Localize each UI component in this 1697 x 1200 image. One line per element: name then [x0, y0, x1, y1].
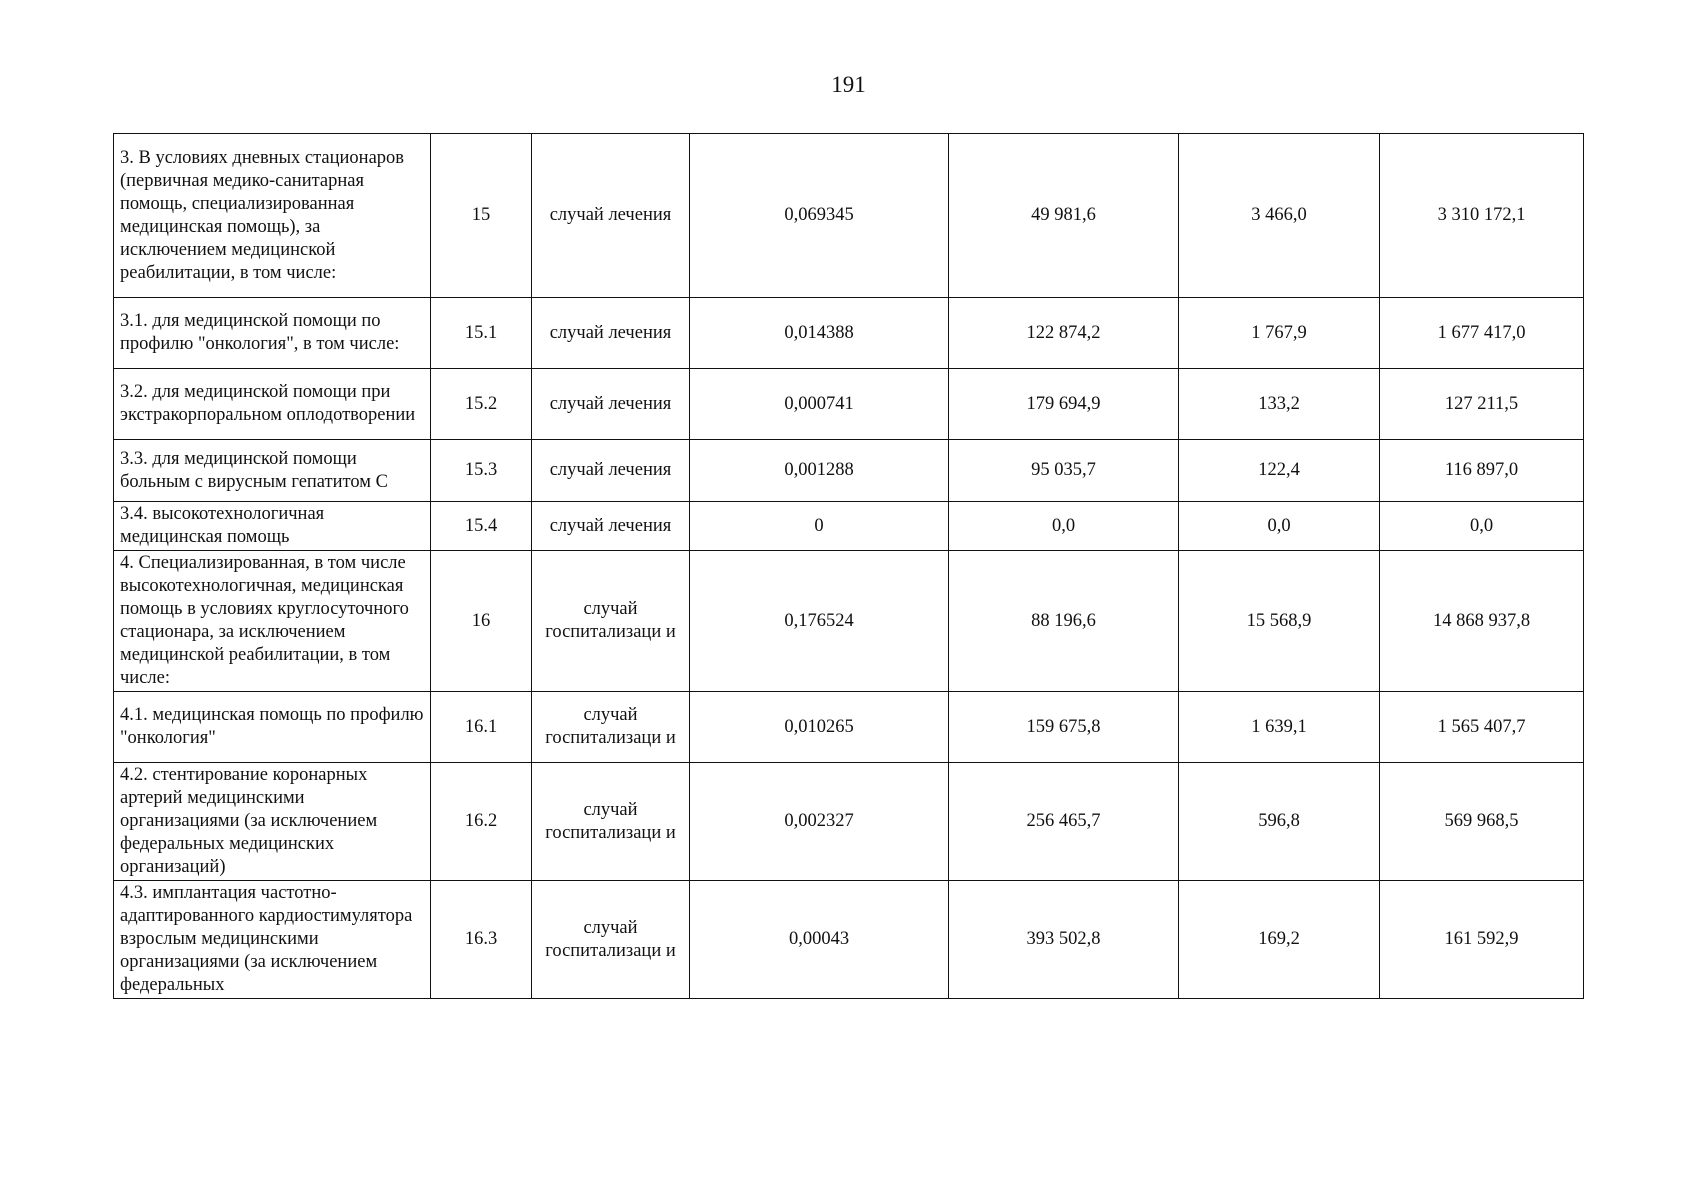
- row-norm-cell: 0,001288: [690, 440, 949, 502]
- row-total-cell: 127 211,5: [1380, 369, 1584, 440]
- row-norm-cell: 0,069345: [690, 134, 949, 298]
- row-name-cell: 4.1. медицинская помощь по профилю "онкология": [114, 692, 431, 763]
- row-total-cell: 3 310 172,1: [1380, 134, 1584, 298]
- row-per-capita-cell: 596,8: [1179, 763, 1380, 881]
- table-row: [114, 369, 1584, 440]
- row-per-capita-cell: 122,4: [1179, 440, 1380, 502]
- row-name-cell: 3.1. для медицинской помощи по профилю "онкология", в том числе:: [114, 298, 431, 369]
- row-number-cell: 16.2: [431, 763, 532, 881]
- row-number-cell: 15.2: [431, 369, 532, 440]
- row-cost-cell: 393 502,8: [949, 881, 1179, 999]
- row-per-capita-cell: 133,2: [1179, 369, 1380, 440]
- row-norm-cell: 0,014388: [690, 298, 949, 369]
- row-name-cell: 3. В условиях дневных стационаров (первичная медико-санитарная помощь, специализированная медицинская помощь), за исключением медицинской реабилитации, в том числе:: [114, 134, 431, 298]
- row-cost-cell: 0,0: [949, 502, 1179, 551]
- table-row: [114, 502, 1584, 551]
- row-number-cell: 16.3: [431, 881, 532, 999]
- row-per-capita-cell: 15 568,9: [1179, 551, 1380, 692]
- row-unit-cell: случай лечения: [532, 134, 690, 298]
- row-total-cell: 161 592,9: [1380, 881, 1584, 999]
- row-unit-cell: случай госпитализаци и: [532, 763, 690, 881]
- row-cost-cell: 179 694,9: [949, 369, 1179, 440]
- row-unit-cell: случай лечения: [532, 440, 690, 502]
- row-unit-cell: случай госпитализаци и: [532, 551, 690, 692]
- table-row: [114, 881, 1584, 999]
- row-cost-cell: 256 465,7: [949, 763, 1179, 881]
- row-name-cell: 3.4. высокотехнологичная медицинская помощь: [114, 502, 431, 551]
- table-row: [114, 134, 1584, 298]
- table-row: [114, 440, 1584, 502]
- row-unit-cell: случай лечения: [532, 298, 690, 369]
- row-cost-cell: 88 196,6: [949, 551, 1179, 692]
- data-table: [113, 133, 1584, 999]
- row-unit-cell: случай лечения: [532, 502, 690, 551]
- row-total-cell: 569 968,5: [1380, 763, 1584, 881]
- row-per-capita-cell: 1 767,9: [1179, 298, 1380, 369]
- row-number-cell: 16.1: [431, 692, 532, 763]
- row-name-cell: 3.3. для медицинской помощи больным с вирусным гепатитом С: [114, 440, 431, 502]
- row-number-cell: 15.1: [431, 298, 532, 369]
- row-cost-cell: 122 874,2: [949, 298, 1179, 369]
- row-cost-cell: 95 035,7: [949, 440, 1179, 502]
- row-total-cell: 1 565 407,7: [1380, 692, 1584, 763]
- row-name-cell: 4.2. стентирование коронарных артерий медицинскими организациями (за исключением федеральных медицинских организаций): [114, 763, 431, 881]
- row-name-cell: 4.3. имплантация частотно-адаптированного кардиостимулятора взрослым медицинскими организациями (за исключением федеральных: [114, 881, 431, 999]
- row-unit-cell: случай госпитализаци и: [532, 692, 690, 763]
- row-norm-cell: 0,000741: [690, 369, 949, 440]
- row-norm-cell: 0,176524: [690, 551, 949, 692]
- row-per-capita-cell: 1 639,1: [1179, 692, 1380, 763]
- row-total-cell: 14 868 937,8: [1380, 551, 1584, 692]
- row-total-cell: 116 897,0: [1380, 440, 1584, 502]
- row-norm-cell: 0,002327: [690, 763, 949, 881]
- row-number-cell: 16: [431, 551, 532, 692]
- row-unit-cell: случай госпитализаци и: [532, 881, 690, 999]
- row-cost-cell: 159 675,8: [949, 692, 1179, 763]
- row-number-cell: 15.3: [431, 440, 532, 502]
- row-norm-cell: 0: [690, 502, 949, 551]
- row-name-cell: 3.2. для медицинской помощи при экстракорпоральном оплодотворении: [114, 369, 431, 440]
- row-per-capita-cell: 0,0: [1179, 502, 1380, 551]
- table-row: [114, 298, 1584, 369]
- row-number-cell: 15.4: [431, 502, 532, 551]
- page-number: 191: [831, 72, 866, 97]
- row-total-cell: 0,0: [1380, 502, 1584, 551]
- row-per-capita-cell: 169,2: [1179, 881, 1380, 999]
- table-row: [114, 692, 1584, 763]
- row-name-cell: 4. Специализированная, в том числе высокотехнологичная, медицинская помощь в условиях круглосуточного стационара, за исключением медицинской реабилитации, в том числе:: [114, 551, 431, 692]
- row-unit-cell: случай лечения: [532, 369, 690, 440]
- row-per-capita-cell: 3 466,0: [1179, 134, 1380, 298]
- table-row: [114, 551, 1584, 692]
- row-total-cell: 1 677 417,0: [1380, 298, 1584, 369]
- row-cost-cell: 49 981,6: [949, 134, 1179, 298]
- row-number-cell: 15: [431, 134, 532, 298]
- row-norm-cell: 0,010265: [690, 692, 949, 763]
- table-row: [114, 763, 1584, 881]
- row-norm-cell: 0,00043: [690, 881, 949, 999]
